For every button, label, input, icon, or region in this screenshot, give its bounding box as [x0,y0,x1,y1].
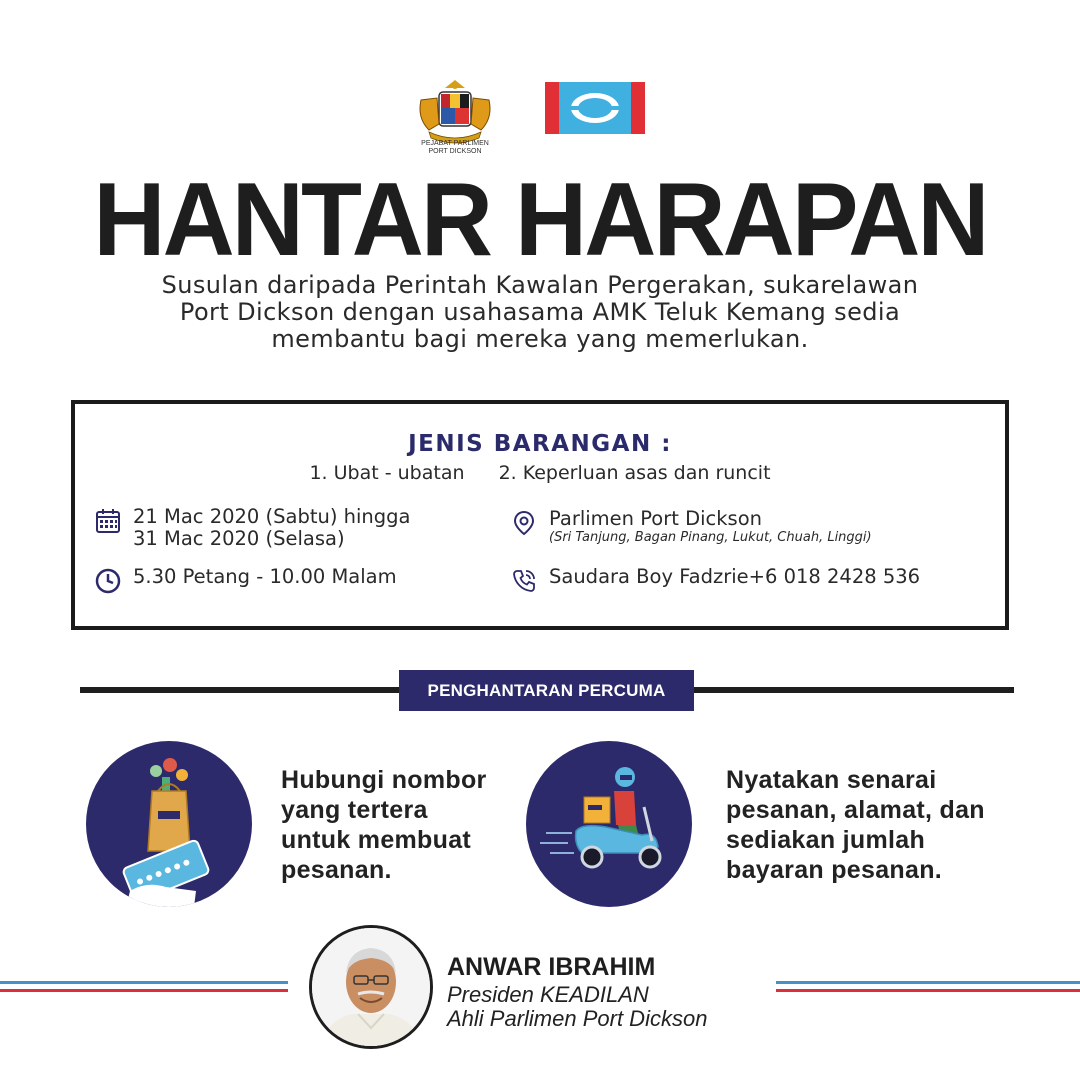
location-pin-icon [511,510,537,536]
step2-line: Nyatakan senarai [726,766,937,794]
info-box [71,400,1009,630]
step2-line: sediakan jumlah [726,826,926,854]
footer-stripe-blue [776,981,1080,984]
date-range [133,506,411,550]
items-heading: JENIS BARANGAN : [408,431,672,457]
signature-role: Presiden KEADILAN [447,982,649,1007]
scooter-delivery-icon [526,741,692,907]
clock-icon [95,568,121,594]
place-info [549,508,872,545]
footer-stripe-red [776,989,1080,992]
step2-line: pesanan, alamat, dan [726,796,985,824]
step1-line: pesanan. [281,856,392,884]
place-name: Parlimen Port Dickson [549,507,762,530]
divider-line [80,687,400,693]
step1-line: yang tertera [281,796,428,824]
items-list [75,462,1005,484]
scooter-delivery-illustration [526,741,692,907]
avatar [309,925,433,1049]
portrait-icon [312,928,430,1046]
party-logo-icon [545,82,645,134]
footer-stripe-red [0,989,288,992]
item-medicine: 1. Ubat - ubatan [309,462,465,484]
intro-line: membantu bagi mereka yang memerlukan. [271,325,809,353]
contact-info: Saudara Boy Fadzrie+6 018 2428 536 [549,565,921,588]
intro-text [90,272,990,353]
phone-order-icon [86,741,252,907]
step2-text [726,765,1026,885]
place-areas: (Sri Tanjung, Bagan Pinang, Lukut, Chuah, Linggi) [549,530,872,545]
calendar-icon [95,508,121,534]
intro-line: Susulan daripada Perintah Kawalan Pergerakan, sukarelawan [161,271,919,299]
step2-line: bayaran pesanan. [726,856,943,884]
crest-caption-line: PORT DICKSON [428,148,482,155]
phone-icon [511,568,537,594]
time-range: 5.30 Petang - 10.00 Malam [133,565,397,588]
free-delivery-badge: PENGHANTARAN PERCUMA [399,670,694,711]
footer-stripe-blue [0,981,288,984]
step1-line: Hubungi nombor [281,766,487,794]
signature-name: ANWAR IBRAHIM [447,953,656,981]
item-groceries: 2. Keperluan asas dan runcit [498,462,771,484]
divider-line [694,687,1014,693]
step1-line: untuk membuat [281,826,472,854]
page-title: HANTAR HARAPAN [93,162,987,278]
contact-row [511,566,920,594]
time-row [95,566,397,594]
step1-text [281,765,521,885]
date-row [95,506,411,550]
date-start: 21 Mac 2020 (Sabtu) hingga [133,505,411,528]
date-end: 31 Mac 2020 (Selasa) [133,527,345,550]
place-row [511,508,872,545]
intro-line: Port Dickson dengan usahasama AMK Teluk Kemang sedia [179,298,901,326]
phone-order-illustration [86,741,252,907]
signature-role: Ahli Parlimen Port Dickson [447,1006,708,1031]
crest-caption [405,140,505,156]
crest-caption-line: PEJABAT PARLIMEN [421,140,489,147]
